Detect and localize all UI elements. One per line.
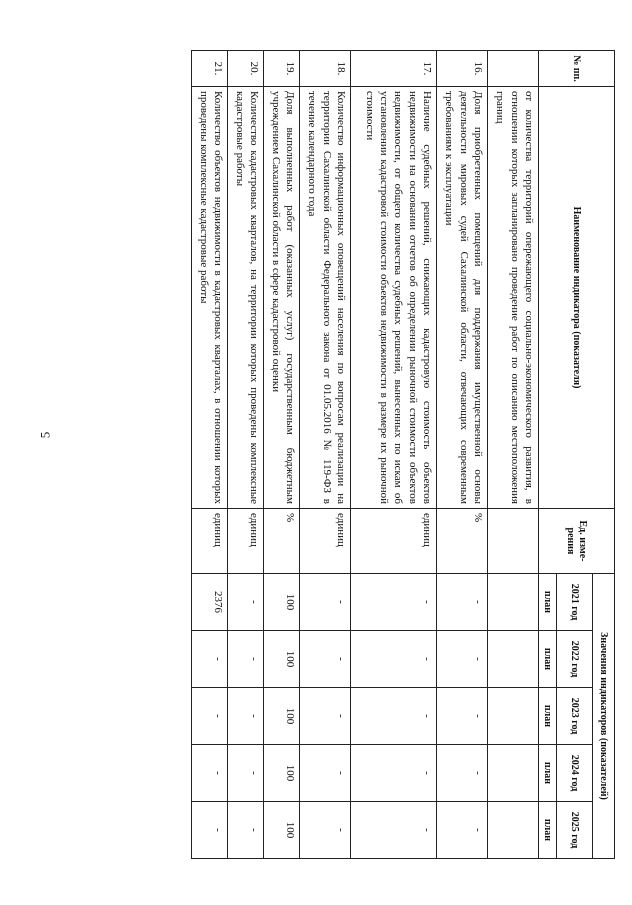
header-year-2024: 2024 год — [557, 745, 593, 802]
header-unit: Ед. изме-рения — [539, 509, 615, 574]
header-plan: план — [539, 631, 557, 688]
row-number: 21. — [192, 51, 228, 87]
value-2021: - — [300, 574, 351, 631]
row-number: 18. — [300, 51, 351, 87]
value-2021: 2376 — [192, 574, 228, 631]
value-2025: - — [351, 802, 437, 859]
indicator-unit: % — [437, 509, 488, 574]
indicator-name: Доля приобретенных помещений для поддержания имущественной основы деятельности мировых судей Сахалинской области, отвечающих современным требованиям к эксплуатации — [437, 87, 488, 509]
row-number: 20. — [228, 51, 264, 87]
value-2025: - — [300, 802, 351, 859]
value-2023: - — [300, 688, 351, 745]
value-2023: 100 — [264, 688, 300, 745]
header-plan: план — [539, 802, 557, 859]
header-plan: план — [539, 688, 557, 745]
value-2022: - — [351, 631, 437, 688]
indicator-name: Количество кадастровых кварталов, на территории которых проведены комплексные кадастровые работы — [228, 87, 264, 509]
value-2021: - — [437, 574, 488, 631]
table-row — [488, 51, 539, 859]
rotated-table-container — [122, 50, 615, 858]
value-2023: - — [351, 688, 437, 745]
value-2024: - — [192, 745, 228, 802]
value-2025 — [488, 802, 539, 859]
value-2021: - — [351, 574, 437, 631]
indicator-unit: единиц — [300, 509, 351, 574]
indicator-unit: % — [264, 509, 300, 574]
value-2023: - — [437, 688, 488, 745]
header-name: Наименование индикатора (показателя) — [539, 87, 615, 509]
row-number: 17. — [351, 51, 437, 87]
value-2024: 100 — [264, 745, 300, 802]
value-2023: - — [192, 688, 228, 745]
value-2021: - — [228, 574, 264, 631]
header-year-2021: 2021 год — [557, 574, 593, 631]
value-2025: - — [437, 802, 488, 859]
indicator-name: Количество информационных оповещений населения по вопросам реализации на территории Сахалинской области Федерального закона от 01.05.2016 № 119-ФЗ в течение календарного года — [300, 87, 351, 509]
indicator-name: от количества территорий опережающего социально-экономического развития, в отношении которых запланировано проведение работ по описанию местоположения границ — [488, 87, 539, 509]
indicator-unit: единиц — [192, 509, 228, 574]
value-2021: 100 — [264, 574, 300, 631]
header-year-2025: 2025 год — [557, 802, 593, 859]
header-year-2023: 2023 год — [557, 688, 593, 745]
indicator-name: Наличие судебных решений, снижающих кадастровую стоимость объектов недвижимости на основании отчетов об определении рыночной стоимости объектов недвижимости, от общего количества судебных решений, вынесенных по искам об установлении кадастровой стоимости объектов недвижимости в размере их рыночной стоимости — [351, 87, 437, 509]
value-2025: - — [192, 802, 228, 859]
header-plan: план — [539, 745, 557, 802]
indicator-unit: единиц — [351, 509, 437, 574]
indicators-table — [191, 50, 615, 859]
table-row — [264, 51, 300, 859]
header-plan: план — [539, 574, 557, 631]
table-row — [351, 51, 437, 859]
value-2022: - — [300, 631, 351, 688]
value-2023 — [488, 688, 539, 745]
table-row — [437, 51, 488, 859]
value-2024: - — [300, 745, 351, 802]
value-2022 — [488, 631, 539, 688]
header-num: № пп. — [539, 51, 615, 87]
value-2023: - — [228, 688, 264, 745]
indicator-unit — [488, 509, 539, 574]
value-2021 — [488, 574, 539, 631]
indicator-name: Количество объектов недвижимости в кадастровых кварталах, в отношении которых проведены комплексные кадастровые работы — [192, 87, 228, 509]
page-number: 5 — [37, 431, 53, 439]
value-2022: - — [228, 631, 264, 688]
header-values-group: Значения индикаторов (показателей) — [593, 574, 615, 859]
row-number: 19. — [264, 51, 300, 87]
value-2022: 100 — [264, 631, 300, 688]
value-2025: 100 — [264, 802, 300, 859]
table-row — [192, 51, 228, 859]
row-number — [488, 51, 539, 87]
value-2024: - — [228, 745, 264, 802]
value-2022: - — [192, 631, 228, 688]
indicator-name: Доля выполненных работ (оказанных услуг) государственным бюджетным учреждением Сахалинской области в сфере кадастровой оценки — [264, 87, 300, 509]
table-row — [300, 51, 351, 859]
value-2024 — [488, 745, 539, 802]
value-2025: - — [228, 802, 264, 859]
value-2024: - — [437, 745, 488, 802]
indicator-unit: единиц — [228, 509, 264, 574]
header-year-2022: 2022 год — [557, 631, 593, 688]
row-number: 16. — [437, 51, 488, 87]
value-2024: - — [351, 745, 437, 802]
table-row — [228, 51, 264, 859]
value-2022: - — [437, 631, 488, 688]
